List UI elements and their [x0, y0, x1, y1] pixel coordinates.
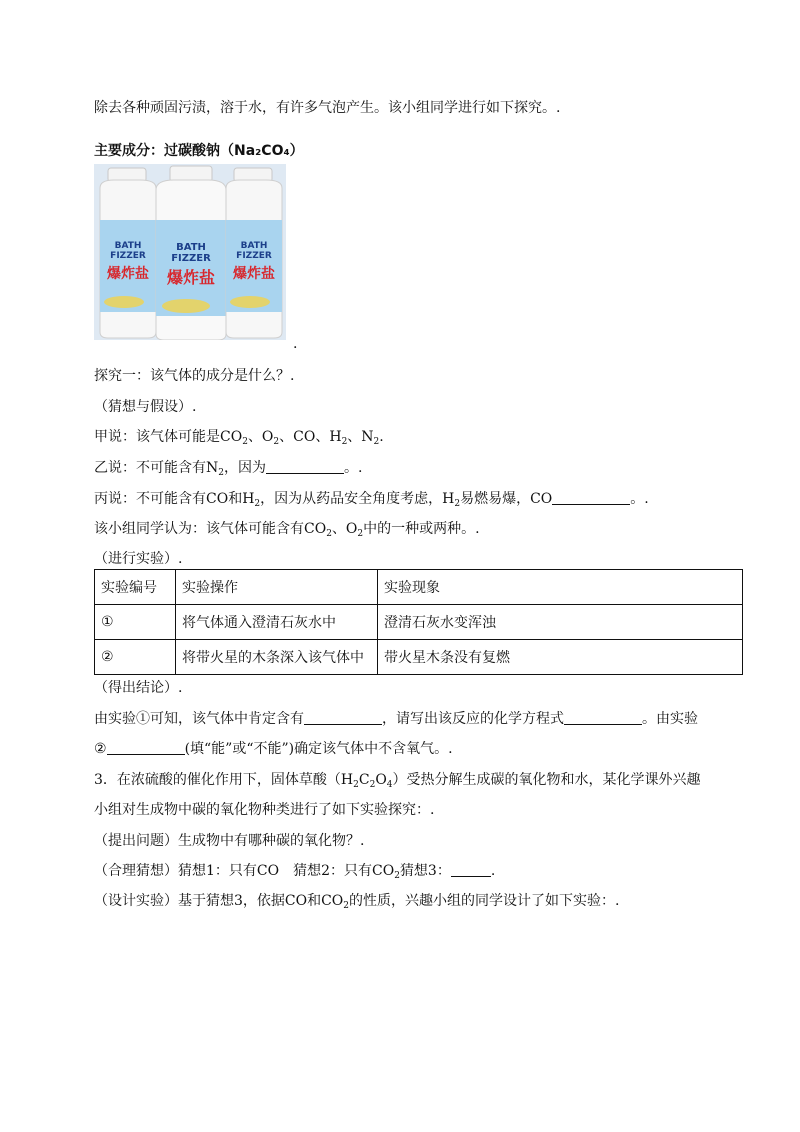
jia-statement: 甲说：该气体可能是$CO_2$、$O_2$、CO、$H_2$、$N_2$.	[94, 429, 384, 447]
svg-text:FIZZER: FIZZER	[110, 251, 146, 261]
table-row	[95, 640, 743, 675]
guess3-answer-blank[interactable]	[451, 862, 491, 877]
svg-text:FIZZER: FIZZER	[171, 253, 211, 264]
bottle-middle	[156, 166, 226, 340]
experiment-table	[94, 569, 743, 675]
svg-text:爆炸盐: 爆炸盐	[233, 266, 275, 282]
svg-text:BATH: BATH	[240, 241, 268, 251]
table-cell: 带火星木条没有复燃	[378, 640, 743, 675]
image-trailing-dot: .	[293, 336, 298, 352]
table-row	[95, 605, 743, 640]
bottle-left	[100, 168, 156, 338]
table-cell: ②	[95, 640, 176, 675]
q3-line-1: 3．在浓硫酸的催化作用下，固体草酸$(H_2C_2O_4)$受热分解生成碳的氧化物和水，某化学课外兴趣	[94, 772, 701, 790]
product-caption: 主要成分：过碳酸钠（Na₂CO₄）	[94, 143, 304, 159]
gas-answer-blank[interactable]	[304, 710, 382, 725]
product-bottles-image	[94, 164, 286, 340]
hypothesis-label: （猜想与假设）.	[94, 399, 197, 415]
equation-answer-blank[interactable]	[564, 710, 642, 725]
yi-answer-blank[interactable]	[266, 459, 344, 474]
yi-statement: 乙说：不可能含有$N_2$，因为 。.	[94, 460, 363, 478]
table-header: 实验操作	[176, 570, 378, 605]
table-cell: 将气体通入澄清石灰水中	[176, 605, 378, 640]
svg-text:BATH: BATH	[114, 241, 142, 251]
experiment-label: （进行实验）.	[94, 551, 183, 567]
svg-text:爆炸盐: 爆炸盐	[107, 266, 149, 282]
conclusion-line-1: 由实验①可知，该气体中肯定含有 ，请写出该反应的化学方程式 。由实验	[94, 711, 698, 727]
table-cell: 将带火星的木条深入该气体中	[176, 640, 378, 675]
oxygen-answer-blank[interactable]	[107, 740, 185, 755]
svg-text:爆炸盐: 爆炸盐	[166, 268, 216, 287]
q3-question: （提出问题）生成物中有哪种碳的氧化物？.	[94, 833, 365, 849]
conclusion-label: （得出结论）.	[94, 680, 183, 696]
table-cell: 澄清石灰水变浑浊	[378, 605, 743, 640]
group-statement: 该小组同学认为：该气体可能含有$CO_2$、$O_2$中的一种或两种。.	[94, 521, 480, 539]
svg-text:BATH: BATH	[176, 242, 206, 253]
bottle-right	[226, 168, 282, 338]
q3-design: （设计实验）基于猜想3，依据CO和$CO_2$的性质，兴趣小组的同学设计了如下实验：.	[94, 893, 620, 911]
q3-guess: （合理猜想）猜想1：只有CO 猜想2：只有$CO_2$猜想3： .	[94, 863, 496, 881]
conclusion-line-2: ② (填“能”或“不能”)确定该气体中不含氧气。.	[94, 741, 453, 757]
q3-line-2: 小组对生成物中碳的氧化物种类进行了如下实验探究：.	[94, 802, 435, 818]
table-header-row	[95, 570, 743, 605]
table-header: 实验现象	[378, 570, 743, 605]
bing-statement: 丙说：不可能含有CO和$H_2$，因为从药品安全角度考虑，$H_2$易燃易爆，CO 。.	[94, 491, 649, 509]
svg-text:FIZZER: FIZZER	[236, 251, 272, 261]
bing-answer-blank[interactable]	[552, 490, 630, 505]
section1-title: 探究一：该气体的成分是什么？.	[94, 368, 295, 384]
table-cell: ①	[95, 605, 176, 640]
intro-text: 除去各种顽固污渍，溶于水，有许多气泡产生。该小组同学进行如下探究。.	[94, 100, 561, 116]
table-header: 实验编号	[95, 570, 176, 605]
